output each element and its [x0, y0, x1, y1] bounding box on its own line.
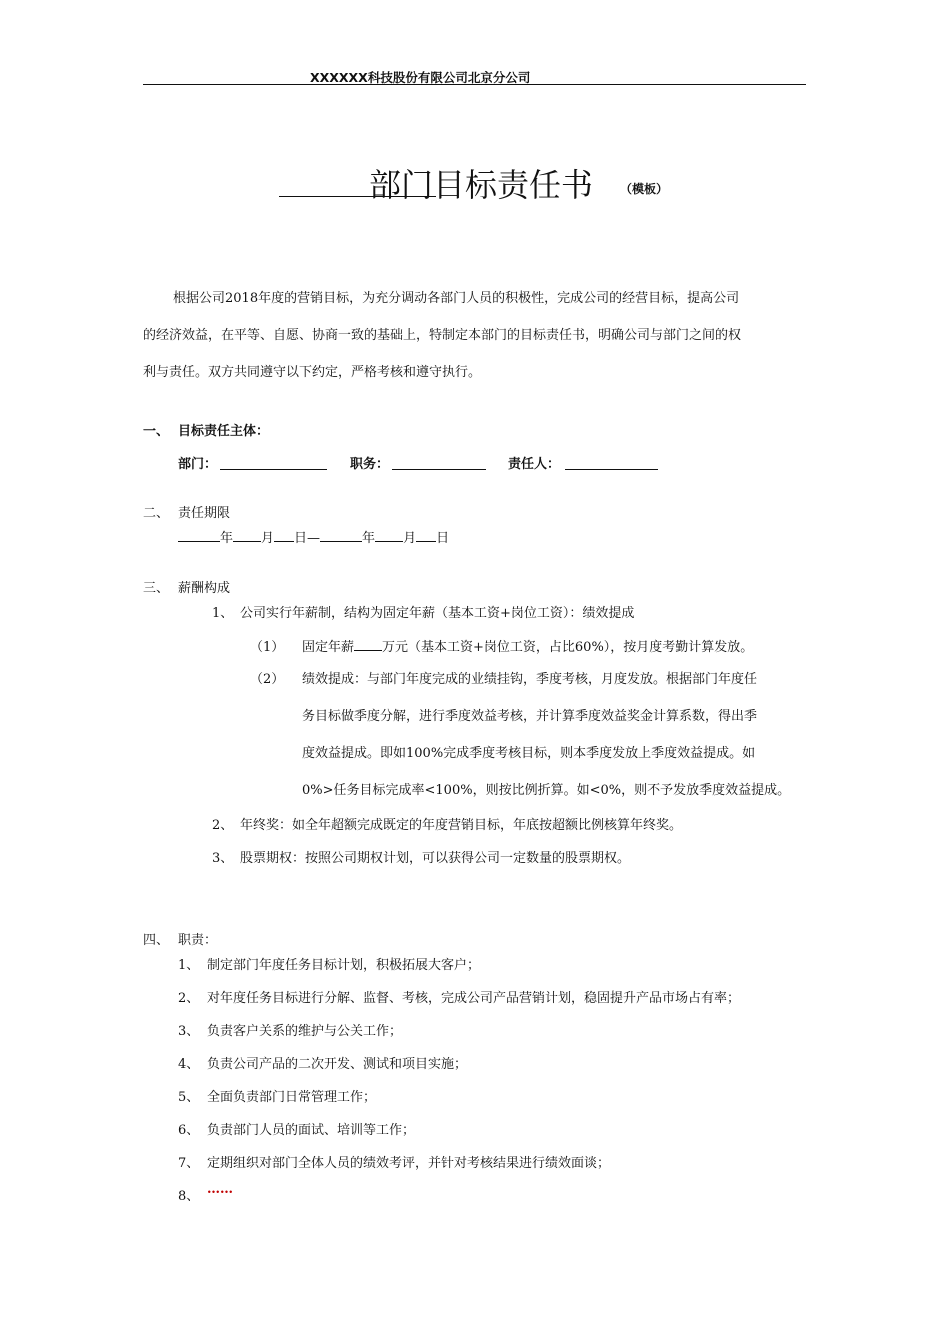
duty-8-number: 8、 — [178, 1189, 200, 1204]
position-field[interactable] — [392, 457, 486, 470]
duty-7-text: 定期组织对部门全体人员的绩效考评，并针对考核结果进行绩效面谈； — [207, 1156, 611, 1171]
document-title: 部门目标责任书 — [369, 166, 594, 204]
department-label: 部门： — [178, 457, 218, 472]
duty-6-number: 6、 — [178, 1123, 200, 1138]
duty-2-text: 对年度任务目标进行分解、监督、考核，完成公司产品营销计划，稳固提升产品市场占有率； — [207, 991, 741, 1006]
intro-line-3: 利与责任。双方共同遵守以下约定，严格考核和遵守执行。 — [143, 365, 482, 380]
section-3-title: 薪酬构成 — [178, 581, 231, 596]
fixed-salary-label: 固定年薪 — [302, 640, 355, 655]
intro-line-2: 的经济效益，在平等、自愿、协商一致的基础上，特制定本部门的目标责任书，明确公司与部门之间的权 — [143, 328, 742, 343]
month-label-2: 月 — [403, 531, 417, 546]
responsible-person-field[interactable] — [565, 457, 658, 470]
duty-1-number: 1、 — [178, 958, 200, 973]
subitem-2-number: （2） — [250, 672, 285, 687]
fixed-salary-desc: 万元（基本工资+岗位工资，占比60%），按月度考勤计算发放。 — [382, 640, 754, 655]
title-suffix: （模板） — [620, 182, 669, 196]
duty-6-text: 负责部门人员的面试、培训等工作； — [207, 1123, 416, 1138]
company-header: XXXXXX科技股份有限公司北京分公司 — [310, 70, 531, 85]
section-2-number: 二、 — [143, 506, 170, 521]
subitem-2-line-3: 度效益提成。即如100%完成季度考核目标，则本季度发放上季度效益提成。如 — [302, 746, 756, 761]
duty-7-number: 7、 — [178, 1156, 200, 1171]
start-day-field[interactable] — [274, 529, 294, 542]
section-1-title: 目标责任主体： — [178, 424, 270, 439]
subitem-1-text — [302, 636, 753, 655]
intro-line-1: 根据公司2018年度的营销目标，为充分调动各部门人员的积极性，完成公司的经营目标，提高公司 — [173, 291, 740, 306]
fixed-salary-field[interactable] — [354, 638, 382, 651]
item-1-number: 1、 — [212, 606, 234, 621]
section-1-number: 一、 — [143, 424, 170, 439]
subitem-2-line-1: 绩效提成：与部门年度完成的业绩挂钩，季度考核，月度发放。根据部门年度任 — [302, 672, 758, 687]
item-3-number: 3、 — [212, 851, 234, 866]
end-month-field[interactable] — [375, 529, 403, 542]
item-3-text: 股票期权：按照公司期权计划，可以获得公司一定数量的股票期权。 — [240, 851, 631, 866]
period-row — [178, 527, 449, 546]
end-day-field[interactable] — [416, 529, 436, 542]
start-year-field[interactable] — [178, 529, 220, 542]
section-4-number: 四、 — [143, 933, 170, 948]
section-4-title: 职责： — [178, 933, 218, 948]
day-label-2: 日 — [436, 531, 450, 546]
position-label: 职务： — [350, 457, 390, 472]
subitem-2-line-2: 务目标做季度分解，进行季度效益考核，并计算季度效益奖金计算系数，得出季 — [302, 709, 758, 724]
item-2-number: 2、 — [212, 818, 234, 833]
section-2-title: 责任期限 — [178, 506, 231, 521]
header-rule — [143, 84, 806, 85]
duty-3-text: 负责客户关系的维护与公关工作； — [207, 1024, 403, 1039]
duty-5-text: 全面负责部门日常管理工作； — [207, 1090, 377, 1105]
duty-4-number: 4、 — [178, 1057, 200, 1072]
year-label-2: 年 — [362, 531, 376, 546]
day-dash-label: 日— — [294, 531, 321, 546]
subitem-1-number: （1） — [250, 640, 285, 655]
month-label: 月 — [261, 531, 275, 546]
end-year-field[interactable] — [320, 529, 362, 542]
year-label: 年 — [220, 531, 234, 546]
item-2-text: 年终奖：如全年超额完成既定的年度营销目标，年底按超额比例核算年终奖。 — [240, 818, 683, 833]
section-3-number: 三、 — [143, 581, 170, 596]
duty-3-number: 3、 — [178, 1024, 200, 1039]
duty-5-number: 5、 — [178, 1090, 200, 1105]
responsible-person-label: 责任人： — [508, 457, 561, 472]
duty-1-text: 制定部门年度任务目标计划，积极拓展大客户； — [207, 958, 481, 973]
duty-4-text: 负责公司产品的二次开发、测试和项目实施； — [207, 1057, 468, 1072]
item-1-text: 公司实行年薪制，结构为固定年薪（基本工资+岗位工资）：绩效提成 — [240, 606, 635, 621]
duty-8-ellipsis: …… — [207, 1182, 233, 1197]
subitem-2-line-4: 0%>任务目标完成率<100%，则按比例折算。如<0%，则不予发放季度效益提成。 — [302, 783, 791, 798]
duty-2-number: 2、 — [178, 991, 200, 1006]
department-field[interactable] — [220, 457, 327, 470]
start-month-field[interactable] — [233, 529, 261, 542]
